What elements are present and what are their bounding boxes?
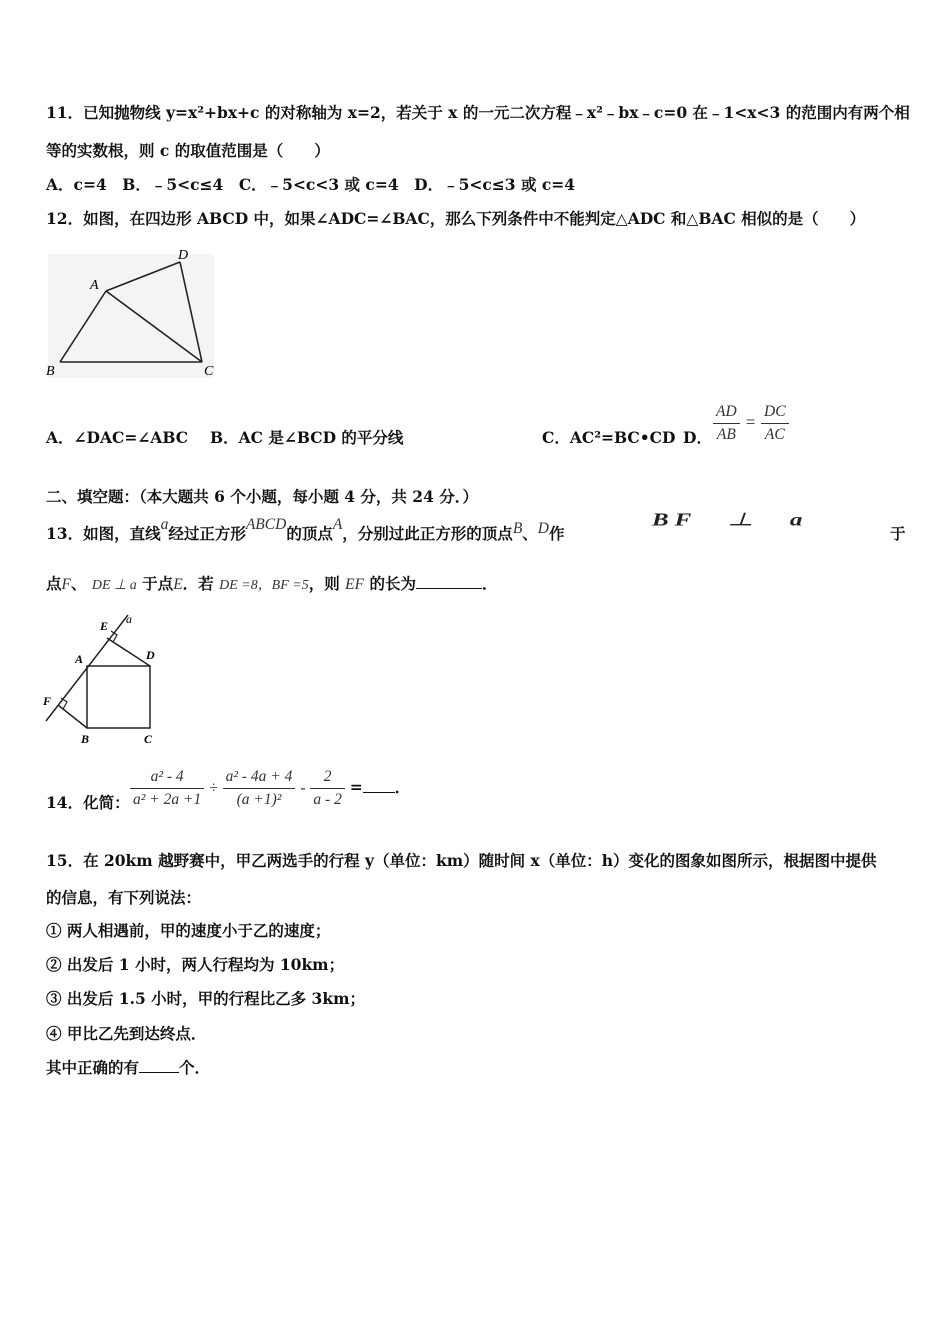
section-title-fill-in: 二、填空题：（本大题共 6 个小题，每小题 4 分，共 24 分．） (46, 487, 479, 506)
q12-figure-background (48, 254, 214, 378)
q15-statement-3: ③ 出发后 1.5 小时，甲的行程比乙多 3km； (46, 989, 365, 1008)
q11-line1: 11．已知抛物线 y=x²+bx+c 的对称轴为 x=2，若关于 x 的一元二次方程﹣x²﹣bx﹣c=0 在﹣1<x<3 的范围内有两个相 (46, 103, 910, 122)
q12-label-d: D (178, 248, 189, 263)
q12-option-a: A．∠DAC=∠ABC (46, 428, 189, 447)
q12-label-a: A (90, 278, 99, 293)
q15-line2: 的信息，有下列说法： (46, 888, 202, 907)
q12-option-d-formula: $\frac{AD}{AB}$ = $\frac{DC}{AC}$ (713, 401, 789, 446)
q12-stem: 12．如图，在四边形 ABCD 中，如果∠ADC=∠BAC，那么下列条件中不能判定△ADC 和△BAC 相似的是（ ） (46, 209, 866, 228)
q12-option-c: C．AC²=BC•CD (542, 428, 676, 447)
q13-answer-blank (416, 588, 482, 589)
q14-expression: $\frac{\text{a² - 4}}{\text{a² + 2a +1}}$ ÷ $\frac{\text{a² - 4a + 4}}{\text{(a +1)²}}$ - $\frac{2}{a - 2}$ = ． (130, 766, 410, 811)
q13-segment-bf (58, 705, 87, 728)
q13-figure (40, 605, 165, 747)
q13-line1-end: 于 (890, 524, 906, 543)
q15-answer-blank (139, 1072, 179, 1073)
q13-line1: 13．如图，直线a经过正方形ABCD的顶点A，分别过此正方形的顶点B、D作 (46, 516, 565, 543)
q11-options: A．c=4 B．﹣5<c≤4 C．﹣5<c<3 或 c=4 D．﹣5<c≤3 或 c=4 (46, 175, 576, 194)
q13-label-d: D (146, 648, 155, 662)
q12-figure (44, 244, 219, 380)
q12-label-c: C (204, 364, 214, 379)
q13-bf-perp-a: BF ⊥ a (652, 510, 809, 530)
q15-statement-2: ② 出发后 1 小时，两人行程均为 10km； (46, 955, 345, 974)
q11-line2: 等的实数根，则 c 的取值范围是（ ） (46, 141, 330, 160)
q15-statement-4: ④ 甲比乙先到达终点． (46, 1024, 207, 1043)
q13-label-c: C (144, 732, 153, 746)
q15-line1: 15．在 20km 越野赛中，甲乙两选手的行程 y（单位：km）随时间 x（单位：h）变化的图象如图所示，根据图中提供 (46, 851, 877, 870)
q12-option-b: B．AC 是∠BCD 的平分线 (210, 428, 404, 447)
q15-statement-1: ① 两人相遇前，甲的速度小于乙的速度； (46, 921, 331, 940)
q14-answer-blank (363, 792, 395, 793)
q12-option-d-label: D． (683, 428, 712, 447)
q12-label-b: B (46, 364, 55, 379)
q13-label-a: A (75, 652, 84, 666)
q13-square-abcd (87, 666, 150, 728)
q14-prefix: 14．化简： (46, 793, 130, 812)
q15-conclusion: 其中正确的有 个． (46, 1058, 211, 1077)
q13-label-e: E (100, 619, 109, 633)
q13-label-f: F (43, 694, 52, 708)
q13-label-b: B (81, 732, 90, 746)
q13-label-a-line: a (126, 612, 132, 626)
q13-line2: 点F、 DE ⊥ a 于点E．若 DE =8，BF =5，则 EF 的长为 ． (46, 574, 498, 593)
